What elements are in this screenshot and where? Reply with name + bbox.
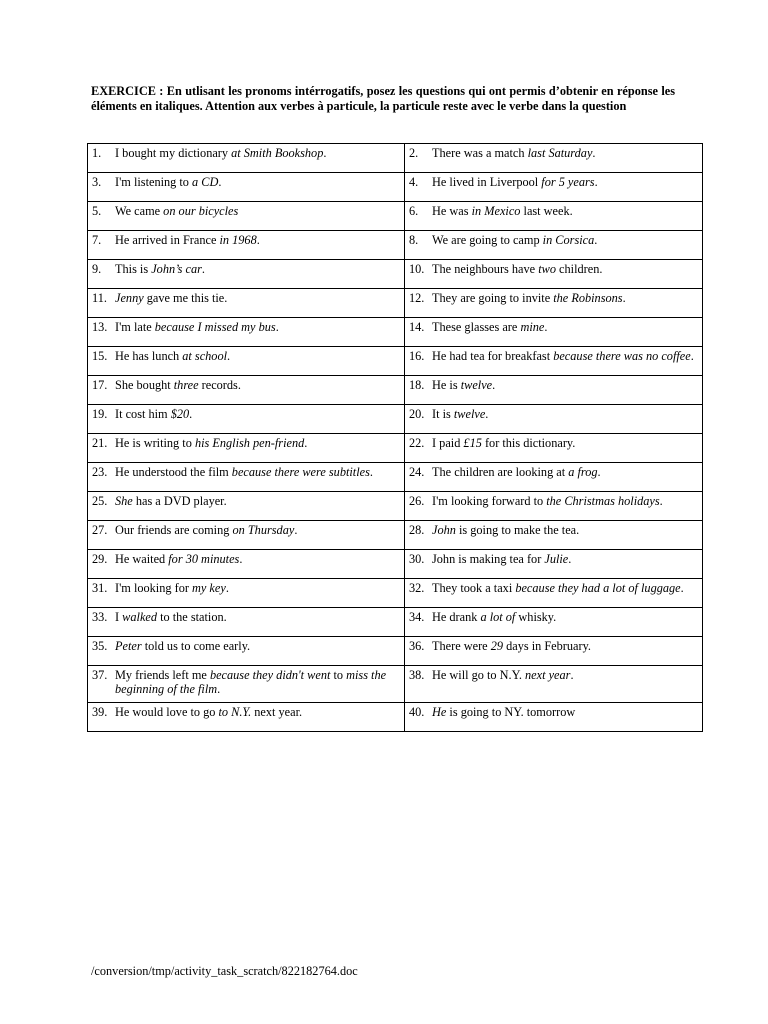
italic-answer-segment: for 5 years [541,175,595,189]
sentence-segment: These glasses are [432,320,521,334]
exercise-sentence [432,668,698,682]
exercise-sentence [115,494,400,508]
exercise-sentence [115,465,400,479]
exercise-number: 1. [92,146,102,160]
table-row [88,579,703,608]
exercise-number: 40. [409,705,425,719]
exercise-number: 39. [92,705,108,719]
exercise-cell [88,434,405,463]
table-row [88,434,703,463]
exercise-cell [405,318,703,347]
sentence-segment: for this dictionary. [481,436,576,450]
exercise-sentence [115,175,400,189]
exercise-cell [88,608,405,637]
table-row [88,521,703,550]
sentence-segment: He will go to N.Y. [432,668,526,682]
sentence-segment: He arrived in France [115,233,220,247]
table-row [88,202,703,231]
sentence-segment: . [492,378,496,392]
italic-answer-segment: a lot of [480,610,516,624]
sentence-segment: Our friends are coming [115,523,233,537]
italic-answer-segment: at Smith Bookshop [231,146,324,160]
sentence-segment: John is making tea for [432,552,545,566]
exercise-sentence [115,639,400,653]
italic-answer-segment: Julie [544,552,569,566]
exercise-sentence [115,668,400,696]
sentence-segment: He would love to go [115,705,219,719]
exercise-cell [88,703,405,732]
exercise-cell [88,550,405,579]
italic-answer-segment: a CD [192,175,219,189]
italic-answer-segment: the Christmas holidays [546,494,660,508]
sentence-segment: They took a taxi [432,581,516,595]
italic-answer-segment: mine [520,320,545,334]
sentence-segment: . [275,320,279,334]
italic-answer-segment: 29 [490,639,504,653]
exercise-cell [88,492,405,521]
exercise-number: 27. [92,523,108,537]
exercise-number: 5. [92,204,102,218]
sentence-segment: He is [432,378,461,392]
exercise-number: 10. [409,262,425,276]
exercise-sentence [432,320,698,334]
sentence-segment: . [256,233,260,247]
exercise-cell [405,434,703,463]
exercise-sentence [432,349,698,363]
exercise-number: 25. [92,494,108,508]
sentence-segment: . [680,581,684,595]
exercise-number: 15. [92,349,108,363]
exercise-sentence [432,146,698,160]
sentence-segment: There was a match [432,146,528,160]
sentence-segment: He lived in Liverpool [432,175,542,189]
exercise-cell [88,579,405,608]
exercise-sentence [115,705,400,719]
italic-answer-segment: She [115,494,133,508]
exercise-cell [88,637,405,666]
italic-answer-segment: a frog [568,465,598,479]
italic-answer-segment: Peter [115,639,142,653]
italic-answer-segment: because there was no coffee [553,349,691,363]
italic-answer-segment: in Corsica [542,233,595,247]
exercise-cell [88,666,405,703]
italic-answer-segment: John [432,523,456,537]
italic-answer-segment: $20 [170,407,190,421]
sentence-segment: told us to come early. [141,639,251,653]
italic-answer-segment: miss the beginning of the film [115,668,387,696]
exercise-number: 32. [409,581,425,595]
sentence-segment: . [239,552,243,566]
exercise-cell [405,289,703,318]
exercise-cell [405,492,703,521]
exercise-sentence [432,291,698,305]
table-row [88,289,703,318]
table-row [88,318,703,347]
sentence-segment: . [690,349,694,363]
italic-answer-segment: John’s car [151,262,202,276]
exercise-sentence [432,610,698,624]
exercise-number: 11. [92,291,107,305]
sentence-segment: I paid [432,436,464,450]
exercise-sentence [432,639,698,653]
table-row [88,405,703,434]
exercise-cell [88,318,405,347]
italic-answer-segment: three [173,378,199,392]
exercise-cell [405,376,703,405]
exercise-sentence [115,610,400,624]
italic-answer-segment: two [538,262,556,276]
sentence-segment: I bought my dictionary [115,146,232,160]
exercise-number: 28. [409,523,425,537]
sentence-segment: . [227,349,231,363]
sentence-segment: . [369,465,373,479]
sentence-segment: He waited [115,552,169,566]
exercise-cell [405,405,703,434]
exercise-sentence [115,407,400,421]
exercise-sentence [115,552,400,566]
exercise-number: 8. [409,233,419,247]
sentence-segment: . [570,668,574,682]
sentence-segment: He understood the film [115,465,232,479]
exercise-sentence [432,552,698,566]
exercise-number: 14. [409,320,425,334]
sentence-segment: days in February. [503,639,592,653]
exercise-number: 13. [92,320,108,334]
exercise-number: 9. [92,262,102,276]
sentence-segment: . [218,175,222,189]
exercise-sentence [432,378,698,392]
sentence-segment: We came [115,204,164,218]
exercise-instructions: EXERCICE : En utlisant les pronoms intérrogatifs, posez les questions qui ont permis d’obtenir en réponse les éléments en italiques. Attention aux verbes à particule, la particule reste avec le verbe dans la question [91,84,675,113]
table-row [88,231,703,260]
sentence-segment: . [304,436,308,450]
table-row [88,666,703,703]
exercise-cell [405,202,703,231]
exercise-table-body [88,144,703,732]
italic-answer-segment: because there were subtitles [231,465,370,479]
exercise-cell [405,260,703,289]
sentence-segment: . [592,146,596,160]
table-row [88,637,703,666]
exercise-number: 7. [92,233,102,247]
italic-answer-segment: £15 [463,436,482,450]
sentence-segment: There were [432,639,491,653]
italic-answer-segment: his English pen-friend [194,436,305,450]
exercise-number: 29. [92,552,108,566]
exercise-number: 31. [92,581,108,595]
document-file-path: /conversion/tmp/activity_task_scratch/822182764.doc [91,964,358,978]
exercise-cell [405,637,703,666]
exercise-number: 2. [409,146,419,160]
sentence-segment: It cost him [115,407,171,421]
sentence-segment: . [485,407,489,421]
sentence-segment: This is [115,262,152,276]
table-row [88,347,703,376]
exercise-sentence [115,320,400,334]
exercise-sentence [432,407,698,421]
exercise-sentence [432,262,698,276]
exercise-number: 17. [92,378,108,392]
sentence-segment: has a DVD player. [132,494,227,508]
exercise-cell [405,173,703,202]
sentence-segment: . [189,407,193,421]
exercise-cell [405,521,703,550]
sentence-segment: He had tea for breakfast [432,349,554,363]
exercise-sentence [115,378,400,392]
exercise-cell [405,703,703,732]
exercise-cell [405,608,703,637]
exercise-sentence [432,465,698,479]
exercise-sentence [115,581,400,595]
italic-answer-segment: to N.Y. [218,705,252,719]
table-row [88,173,703,202]
exercise-cell [405,144,703,173]
exercise-sentence [432,494,698,508]
italic-answer-segment: at school [182,349,228,363]
exercise-number: 12. [409,291,425,305]
sentence-segment: . [594,233,598,247]
sentence-segment: whisky. [515,610,557,624]
exercise-cell [405,550,703,579]
exercise-cell [88,347,405,376]
exercise-sentence [115,349,400,363]
exercise-sentence [432,705,698,719]
exercise-number: 6. [409,204,419,218]
italic-answer-segment: because they didn't went [209,668,331,682]
sentence-segment: . [568,552,572,566]
italic-answer-segment: walked [122,610,158,624]
sentence-segment: . [217,682,221,696]
exercise-number: 34. [409,610,425,624]
exercise-cell [88,173,405,202]
exercise-sentence [115,233,400,247]
exercise-cell [405,463,703,492]
sentence-segment: . [597,465,601,479]
sentence-segment: to the station. [157,610,227,624]
exercise-sentence [432,581,698,595]
exercise-number: 16. [409,349,425,363]
exercise-number: 19. [92,407,108,421]
exercise-table [87,143,703,732]
exercise-number: 24. [409,465,425,479]
exercise-sentence [432,436,698,450]
sentence-segment: is going to NY. tomorrow [446,705,576,719]
sentence-segment: . [659,494,663,508]
exercise-number: 26. [409,494,425,508]
exercise-number: 21. [92,436,108,450]
exercise-sentence [115,291,400,305]
exercise-number: 20. [409,407,425,421]
sentence-segment: I'm late [115,320,155,334]
sentence-segment: She bought [115,378,174,392]
italic-answer-segment: Jenny [115,291,144,305]
italic-answer-segment: because I missed my bus [154,320,276,334]
sentence-segment: He has lunch [115,349,183,363]
sentence-segment: He drank [432,610,481,624]
exercise-cell [88,405,405,434]
italic-answer-segment: on Thursday [232,523,295,537]
exercise-cell [405,347,703,376]
italic-answer-segment: the Robinsons [553,291,623,305]
table-row [88,463,703,492]
italic-answer-segment: for 30 minutes [168,552,240,566]
sentence-segment: He was [432,204,472,218]
italic-answer-segment: in 1968 [219,233,257,247]
table-row [88,376,703,405]
table-row [88,144,703,173]
table-row [88,550,703,579]
sentence-segment: . [323,146,327,160]
italic-answer-segment: my key [192,581,226,595]
sentence-segment: It is [432,407,454,421]
exercise-cell [88,521,405,550]
sentence-segment: He is writing to [115,436,195,450]
exercise-cell [88,144,405,173]
exercise-number: 33. [92,610,108,624]
exercise-cell [405,231,703,260]
sentence-segment: . [201,262,205,276]
italic-answer-segment: next year [525,668,571,682]
sentence-segment: records. [198,378,241,392]
sentence-segment: . [294,523,298,537]
sentence-segment: gave me this tie. [143,291,228,305]
sentence-segment: I [115,610,123,624]
exercise-sentence [432,175,698,189]
exercise-cell [405,666,703,703]
italic-answer-segment: because they had a lot of luggage [515,581,681,595]
exercise-number: 30. [409,552,425,566]
exercise-sentence [432,233,698,247]
sentence-segment: children. [555,262,603,276]
italic-answer-segment: on our bicycles [163,204,239,218]
exercise-sentence [432,204,698,218]
exercise-sentence [115,523,400,537]
exercise-number: 35. [92,639,108,653]
table-row [88,608,703,637]
exercise-cell [88,202,405,231]
sentence-segment: . [544,320,548,334]
exercise-number: 37. [92,668,108,682]
exercise-cell [405,579,703,608]
italic-answer-segment: twelve [460,378,493,392]
exercise-sentence [432,523,698,537]
italic-answer-segment: last Saturday [527,146,593,160]
italic-answer-segment: He [432,705,447,719]
exercise-cell [88,260,405,289]
sentence-segment: We are going to camp [432,233,543,247]
sentence-segment: . [225,581,229,595]
sentence-segment: to [330,668,347,682]
exercise-cell [88,463,405,492]
exercise-sentence [115,146,400,160]
exercise-sentence [115,262,400,276]
sentence-segment: The children are looking at [432,465,569,479]
exercise-number: 4. [409,175,419,189]
exercise-number: 36. [409,639,425,653]
sentence-segment: is going to make the tea. [455,523,580,537]
exercise-cell [88,289,405,318]
sentence-segment: . [622,291,626,305]
sentence-segment: I'm looking forward to [432,494,547,508]
exercise-sentence [115,436,400,450]
table-row [88,492,703,521]
sentence-segment: They are going to invite [432,291,554,305]
sentence-segment: The neighbours have [432,262,539,276]
exercise-number: 3. [92,175,102,189]
sentence-segment: . [594,175,598,189]
italic-answer-segment: in Mexico [471,204,521,218]
exercise-number: 18. [409,378,425,392]
exercise-cell [88,376,405,405]
exercise-cell [88,231,405,260]
table-row [88,703,703,732]
exercise-sentence [115,204,400,218]
sentence-segment: next year. [251,705,303,719]
sentence-segment: last week. [520,204,573,218]
exercise-number: 38. [409,668,425,682]
sentence-segment: My friends left me [115,668,210,682]
sentence-segment: I'm looking for [115,581,193,595]
exercise-number: 22. [409,436,425,450]
sentence-segment: I'm listening to [115,175,193,189]
exercise-number: 23. [92,465,108,479]
table-row [88,260,703,289]
italic-answer-segment: twelve [453,407,486,421]
